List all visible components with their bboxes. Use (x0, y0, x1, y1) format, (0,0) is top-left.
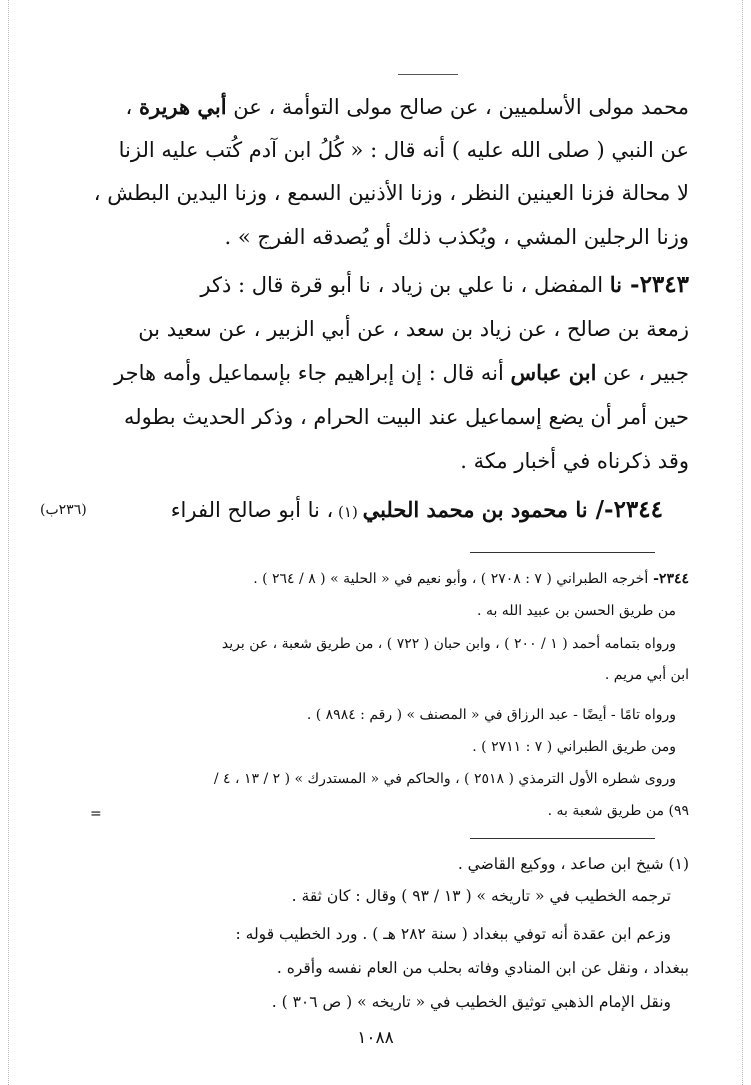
separator-rule (470, 552, 655, 553)
takhrij-line-5: ورواه تامًا - أيضًا - عبد الرزاق في « المصنف » ( رقم : ٨٩٨٤ ) . (306, 707, 676, 723)
main-line-8: حين أمر أن يضع إسماعيل عند البيت الحرام ، وذكر الحديث بطوله (124, 405, 689, 429)
hadith-number: ٢٣٤٤- (648, 571, 689, 587)
footnote-ref: (١) (333, 503, 363, 521)
scan-edge-left (8, 0, 9, 1085)
hadith-2343-heading (200, 270, 689, 300)
footnote-line-3: وزعم ابن عقدة أنه توفي ببغداد ( سنة ٢٨٢ هـ ) . ورد الخطيب قوله : (235, 925, 671, 943)
text-segment: نا محمود بن محمد الحلبي (362, 497, 588, 522)
main-line-3: لا محالة فزنا العينين النظر ، وزنا الأذنين السمع ، وزنا اليدين البطش ، (93, 181, 689, 205)
takhrij-line-3: ورواه بتمامه أحمد ( ١ / ٢٠٠ ) ، وابن حبان ( ٧٢٢ ) ، من طريق شعبة ، عن بريد (221, 636, 676, 652)
takhrij-line-2: من طريق الحسن بن عبيد الله به . (477, 603, 676, 619)
scan-edge-right (742, 0, 743, 1085)
hadith-number: ٢٣٤٤-/ (587, 496, 663, 523)
footnote-line-1: (١) شيخ ابن صاعد ، ووكيع القاضي . (457, 855, 689, 873)
main-line-1 (126, 92, 689, 122)
manuscript-folio-marker: (٢٣٦ب) (40, 502, 87, 518)
hadith-number: ٢٣٤٣- (622, 271, 689, 298)
takhrij-line-4: ابن أبي مريم . (604, 667, 689, 683)
narrator-name: ابن عباس (510, 360, 597, 385)
continuation-mark: = (90, 806, 102, 822)
takhrij-line-8: ٩٩) من طريق شعبة به . (547, 803, 689, 819)
narrator-name: أبي هريرة (138, 94, 227, 119)
main-line-7 (114, 358, 689, 388)
text-segment: ، نا أبو صالح الفراء (170, 498, 334, 522)
page-number: ١٠٨٨ (357, 1028, 394, 1048)
main-line-4: وزنا الرجلين المشي ، ويُكذب ذلك أو يُصدقه الفرج » . (224, 225, 689, 249)
text-segment: ، (125, 95, 139, 119)
text-segment: المفضل ، نا علي بن زياد ، نا أبو قرة قال : ذكر (200, 273, 610, 297)
main-line-6: زمعة بن صالح ، عن زياد بن سعد ، عن أبي الزبير ، عن سعيد بن (138, 317, 689, 341)
header-rule (398, 74, 458, 75)
hadith-2344-heading (171, 495, 663, 527)
takhrij-line-7: وروى شطره الأول الترمذي ( ٢٥١٨ ) ، والحاكم في « المستدرك » ( ٢ / ١٣ ، ٤ / (213, 771, 676, 787)
main-line-2: عن النبي ( صلى الله عليه ) أنه قال : « كُلُ ابن آدم كُتب عليه الزنا (118, 138, 689, 162)
text-segment: أخرجه الطبراني ( ٧ : ٢٧٠٨ ) ، وأبو نعيم في « الحلية » ( ٨ / ٢٦٤ ) . (253, 571, 649, 587)
separator-rule (470, 838, 655, 839)
takhrij-line-6: ومن طريق الطبراني ( ٧ : ٢٧١١ ) . (472, 739, 676, 755)
text-segment: جبير ، عن (596, 361, 689, 385)
takhrij-line-1 (253, 568, 689, 590)
main-line-9: وقد ذكرناه في أخبار مكة . (460, 449, 689, 473)
footnote-line-5: ونقل الإمام الذهبي توثيق الخطيب في « تاريخه » ( ص ٣٠٦ ) . (271, 993, 671, 1011)
text-segment: نا (609, 272, 623, 297)
footnote-line-2: ترجمه الخطيب في « تاريخه » ( ١٣ / ٩٣ ) وقال : كان ثقة . (291, 887, 671, 905)
footnote-line-4: ببغداد ، ونقل عن ابن المنادي وفاته بحلب من العام نفسه وأقره . (276, 959, 689, 977)
text-segment: محمد مولى الأسلميين ، عن صالح مولى التوأمة ، عن (226, 95, 689, 119)
text-segment: أنه قال : إن إبراهيم جاء بإسماعيل وأمه هاجر (114, 361, 511, 385)
